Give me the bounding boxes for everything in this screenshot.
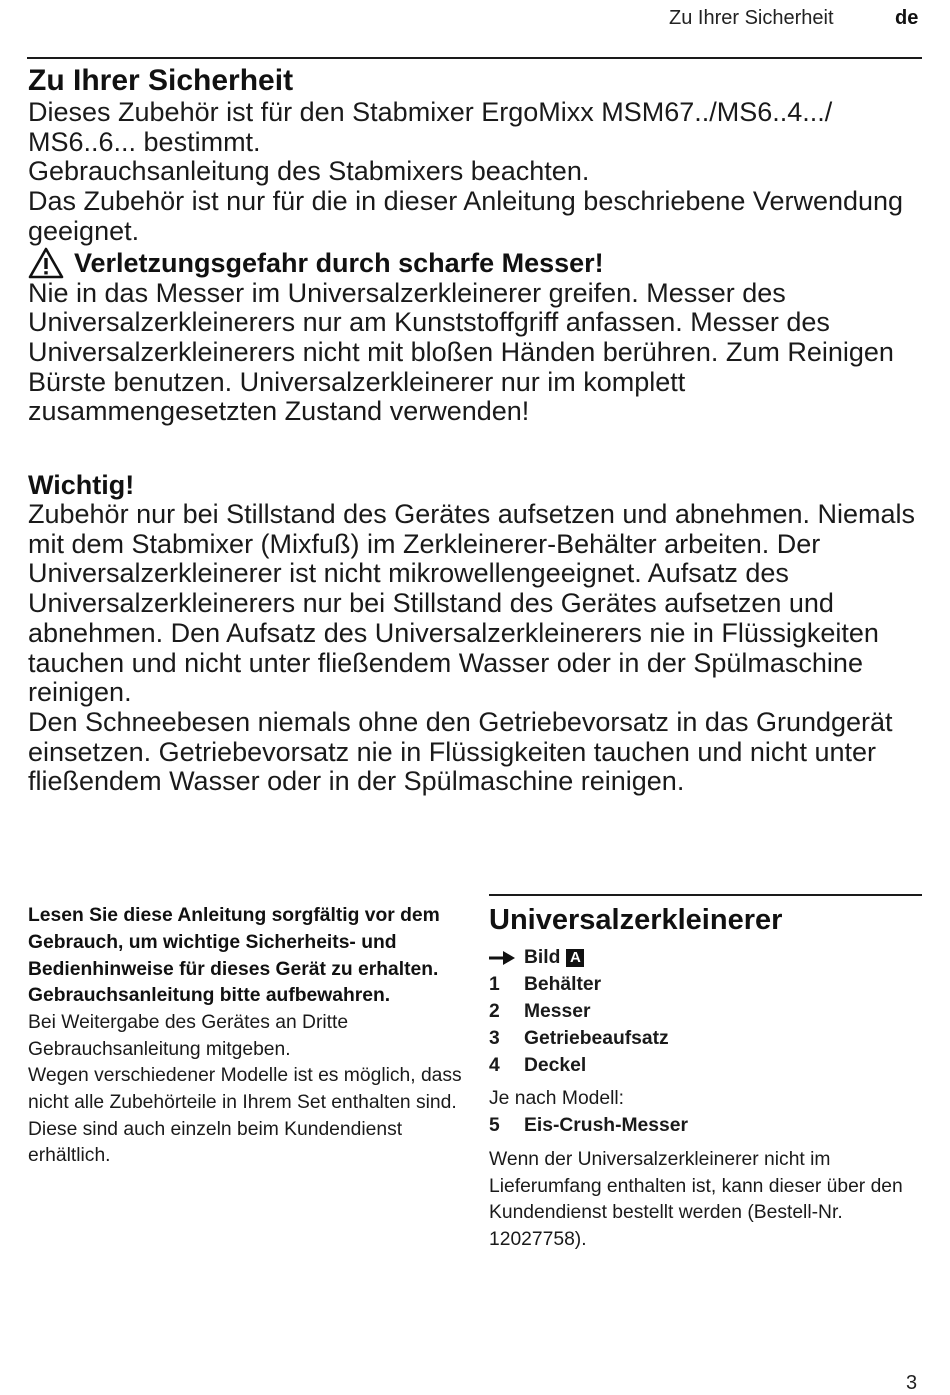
list-item: [489, 971, 922, 998]
list-item-label: Behälter: [524, 974, 602, 995]
intro-paragraph-2: Gebrauchsanleitung des Stabmixers beachten.: [28, 156, 590, 187]
figure-label: Bild: [524, 947, 561, 968]
list-item-number: 3: [489, 1028, 500, 1049]
ordering-note: Wenn der Universalzerkleinerer nicht im Lieferumfang enthalten ist, kann dieser über den Kundendienst bestellt werden (Bestell-Nr. 12027758).: [489, 1149, 903, 1250]
important-paragraph-2: Den Schneebesen niemals ohne den Getriebevorsatz in das Grundgerät einsetzen. Getriebevorsatz nie in Flüssigkeiten tauchen und nicht unter fließendem Wasser oder in der Spülmaschine reinigen.: [28, 706, 893, 797]
page-number: 3: [906, 1372, 918, 1394]
list-item: [489, 1052, 922, 1079]
universal-chopper-section: [489, 900, 922, 1253]
list-item-label: Getriebeaufsatz: [524, 1028, 669, 1049]
list-item-label: Deckel: [524, 1055, 587, 1076]
reading-notice-paragraph-2: Wegen verschiedener Modelle ist es möglich, dass nicht alle Zubehörteile in Ihrem Set enthalten sind. Diese sind auch einzeln beim Kundendienst erhältlich.: [28, 1065, 462, 1167]
list-item-number: 1: [489, 974, 500, 995]
section-divider-right: [489, 894, 922, 896]
important-heading: Wichtig!: [28, 470, 135, 501]
section-title: Universalzerkleinerer: [489, 904, 783, 936]
model-note: Je nach Modell:: [489, 1088, 625, 1109]
parts-list: [489, 971, 922, 1079]
intro-paragraph-3: Das Zubehör ist nur für die in dieser Anleitung beschriebene Verwendung geeignet.: [28, 186, 904, 246]
list-item-number: 4: [489, 1055, 500, 1076]
figure-reference: [489, 944, 922, 971]
reading-notice-bold: Lesen Sie diese Anleitung sorgfältig vor dem Gebrauch, um wichtige Sicherheits- und Bedienhinweise für dieses Gerät zu erhalten. Gebrauchsanleitung bitte aufbewahren.: [28, 905, 440, 1007]
header-language-code: de: [895, 7, 919, 29]
intro-paragraph-1: Dieses Zubehör ist für den Stabmixer ErgoMixx MSM67../MS6..4.../ MS6..6... bestimmt.: [28, 97, 833, 157]
list-item: [489, 1112, 922, 1139]
reading-notice: [28, 903, 468, 1170]
list-item-number: 2: [489, 1001, 500, 1022]
warning-triangle-icon: [28, 247, 64, 279]
important-paragraph-1: Zubehör nur bei Stillstand des Gerätes aufsetzen und abnehmen. Niemals mit dem Stabmixer (Mixfuß) im Zerkleinerer-Behälter arbeiten. Der Universalzerkleinerer ist nicht mikrowellengeeignet. Aufsatz des Universalzerkleinerers nur bei Stillstand des Gerätes aufsetzen und abnehmen. Den Aufsatz des Universalzerkleinerers nie in Flüssigkeiten tauchen und nicht unter fließendem Wasser oder in der Spülmaschine reinigen.: [28, 499, 916, 708]
page-title: Zu Ihrer Sicherheit: [28, 64, 294, 97]
list-item: [489, 998, 922, 1025]
warning-text: Nie in das Messer im Universalzerkleinerer greifen. Messer des Universalzerkleinerers nur am Kunststoffgriff anfassen. Messer des Universalzerkleinerers nicht mit bloßen Händen berühren. Zum Reinigen Bürste benutzen. Universalzerkleinerer nur im komplett zusammengesetzten Zustand verwenden!: [28, 277, 894, 427]
warning-heading-text: Verletzungsgefahr durch scharfe Messer!: [74, 247, 604, 278]
main-section: [28, 64, 923, 797]
figure-badge: A: [566, 949, 584, 967]
list-item-number: 5: [489, 1115, 500, 1136]
warning-heading: [28, 247, 923, 279]
list-item-label: Messer: [524, 1001, 591, 1022]
header-divider: [27, 57, 922, 59]
arrow-right-icon: [489, 951, 515, 965]
list-item-label: Eis-Crush-Messer: [524, 1115, 688, 1136]
header-section-label: Zu Ihrer Sicherheit: [669, 7, 834, 29]
reading-notice-paragraph-1: Bei Weitergabe des Gerätes an Dritte Gebrauchsanleitung mitgeben.: [28, 1012, 349, 1060]
optional-parts-list: [489, 1112, 922, 1139]
list-item: [489, 1025, 922, 1052]
